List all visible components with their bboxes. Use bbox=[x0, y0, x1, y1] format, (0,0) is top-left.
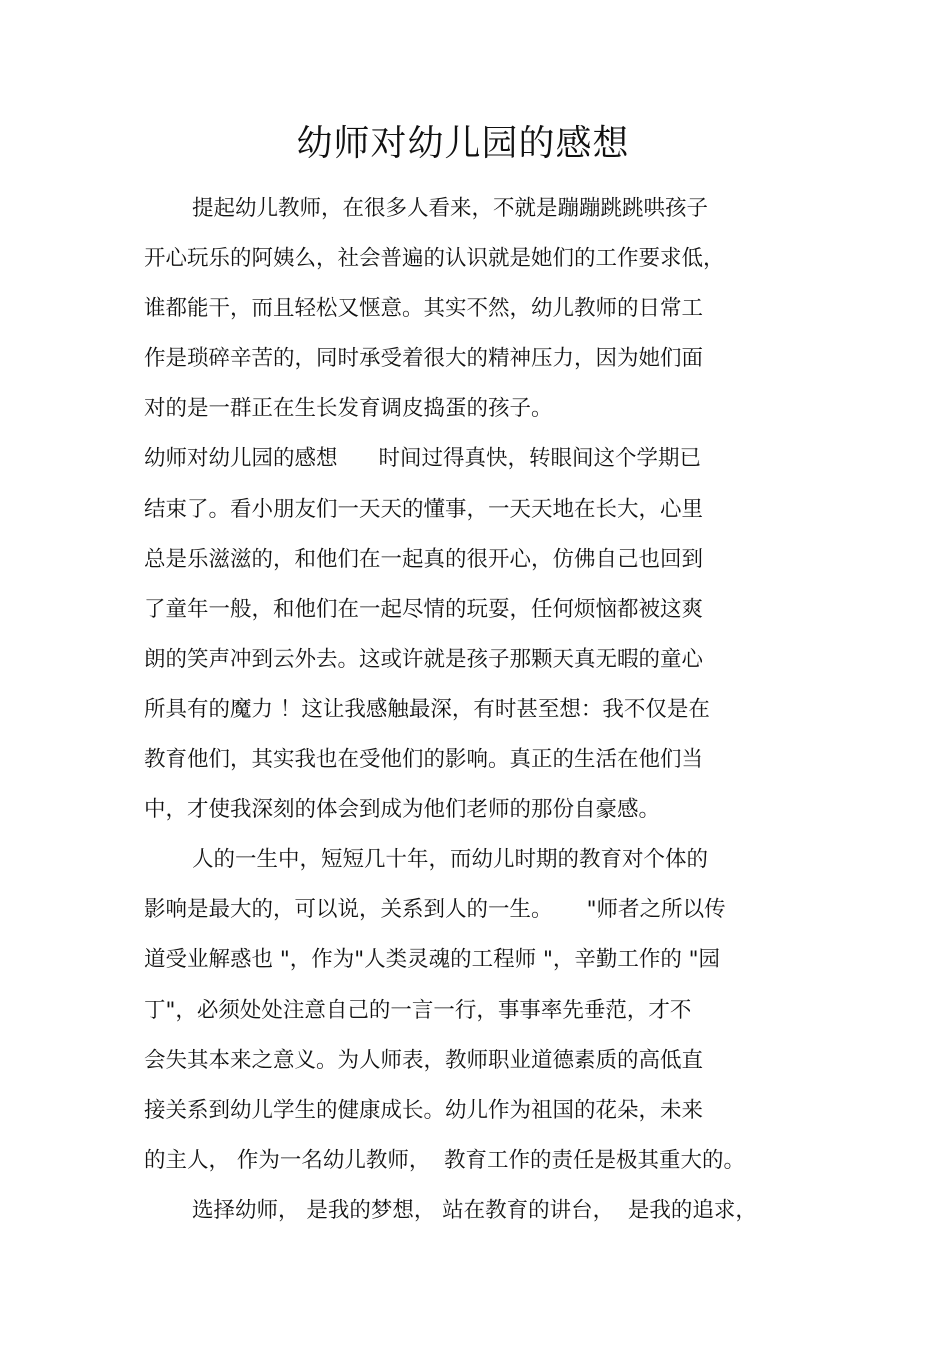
text-line: 结束了。看小朋友们一天天的懂事，一天天地在长大，心里 bbox=[144, 496, 704, 522]
text-line: 教育他们，其实我也在受他们的影响。真正的生活在他们当 bbox=[144, 747, 704, 773]
text-line: 丁"，必须处处注意自己的一言一行，事事率先垂范，才不 bbox=[144, 997, 692, 1023]
text-line: 人的一生中，短短几十年，而幼儿时期的教育对个体的 bbox=[192, 847, 709, 873]
text-line: 接关系到幼儿学生的健康成长。幼儿作为祖国的花朵，未来 bbox=[144, 1097, 704, 1123]
text-line: 作是琐碎辛苦的，同时承受着很大的精神压力，因为她们面 bbox=[144, 346, 704, 372]
document-title: 幼师对幼儿园的感想 bbox=[296, 123, 630, 164]
text-line: 影响是最大的，可以说，关系到人的一生。 "师者之所以传 bbox=[144, 897, 726, 923]
text-line: 选择幼师， 是我的梦想， 站在教育的讲台， 是我的追求， bbox=[192, 1197, 757, 1223]
text-line: 总是乐滋滋的，和他们在一起真的很开心，仿佛自己也回到 bbox=[144, 546, 704, 572]
text-line: 幼师对幼儿园的感想 时间过得真快，转眼间这个学期已 bbox=[144, 446, 702, 472]
text-line: 中，才使我深刻的体会到成为他们老师的那份自豪感。 bbox=[144, 797, 661, 823]
text-line: 对的是一群正在生长发育调皮捣蛋的孩子。 bbox=[144, 396, 553, 422]
text-line: 开心玩乐的阿姨么，社会普遍的认识就是她们的工作要求低， bbox=[144, 246, 725, 272]
document-body bbox=[144, 184, 824, 1236]
text-line: 了童年一般，和他们在一起尽情的玩耍，任何烦恼都被这爽 bbox=[144, 596, 704, 622]
text-line: 朗的笑声冲到云外去。这或许就是孩子那颗天真无暇的童心 bbox=[144, 646, 704, 672]
text-line: 所具有的魔力 ！这让我感触最深，有时甚至想：我不仅是在 bbox=[144, 696, 710, 722]
text-line: 道受业解惑也 "，作为"人类灵魂的工程师 "，辛勤工作的 "园 bbox=[144, 947, 721, 973]
text-line: 谁都能干，而且轻松又惬意。其实不然，幼儿教师的日常工 bbox=[144, 296, 704, 322]
text-line: 的主人， 作为一名幼儿教师， 教育工作的责任是极其重大的。 bbox=[144, 1147, 746, 1173]
text-line: 会失其本来之意义。为人师表，教师职业道德素质的高低直 bbox=[144, 1047, 704, 1073]
text-line: 提起幼儿教师，在很多人看来，不就是蹦蹦跳跳哄孩子 bbox=[192, 196, 709, 221]
